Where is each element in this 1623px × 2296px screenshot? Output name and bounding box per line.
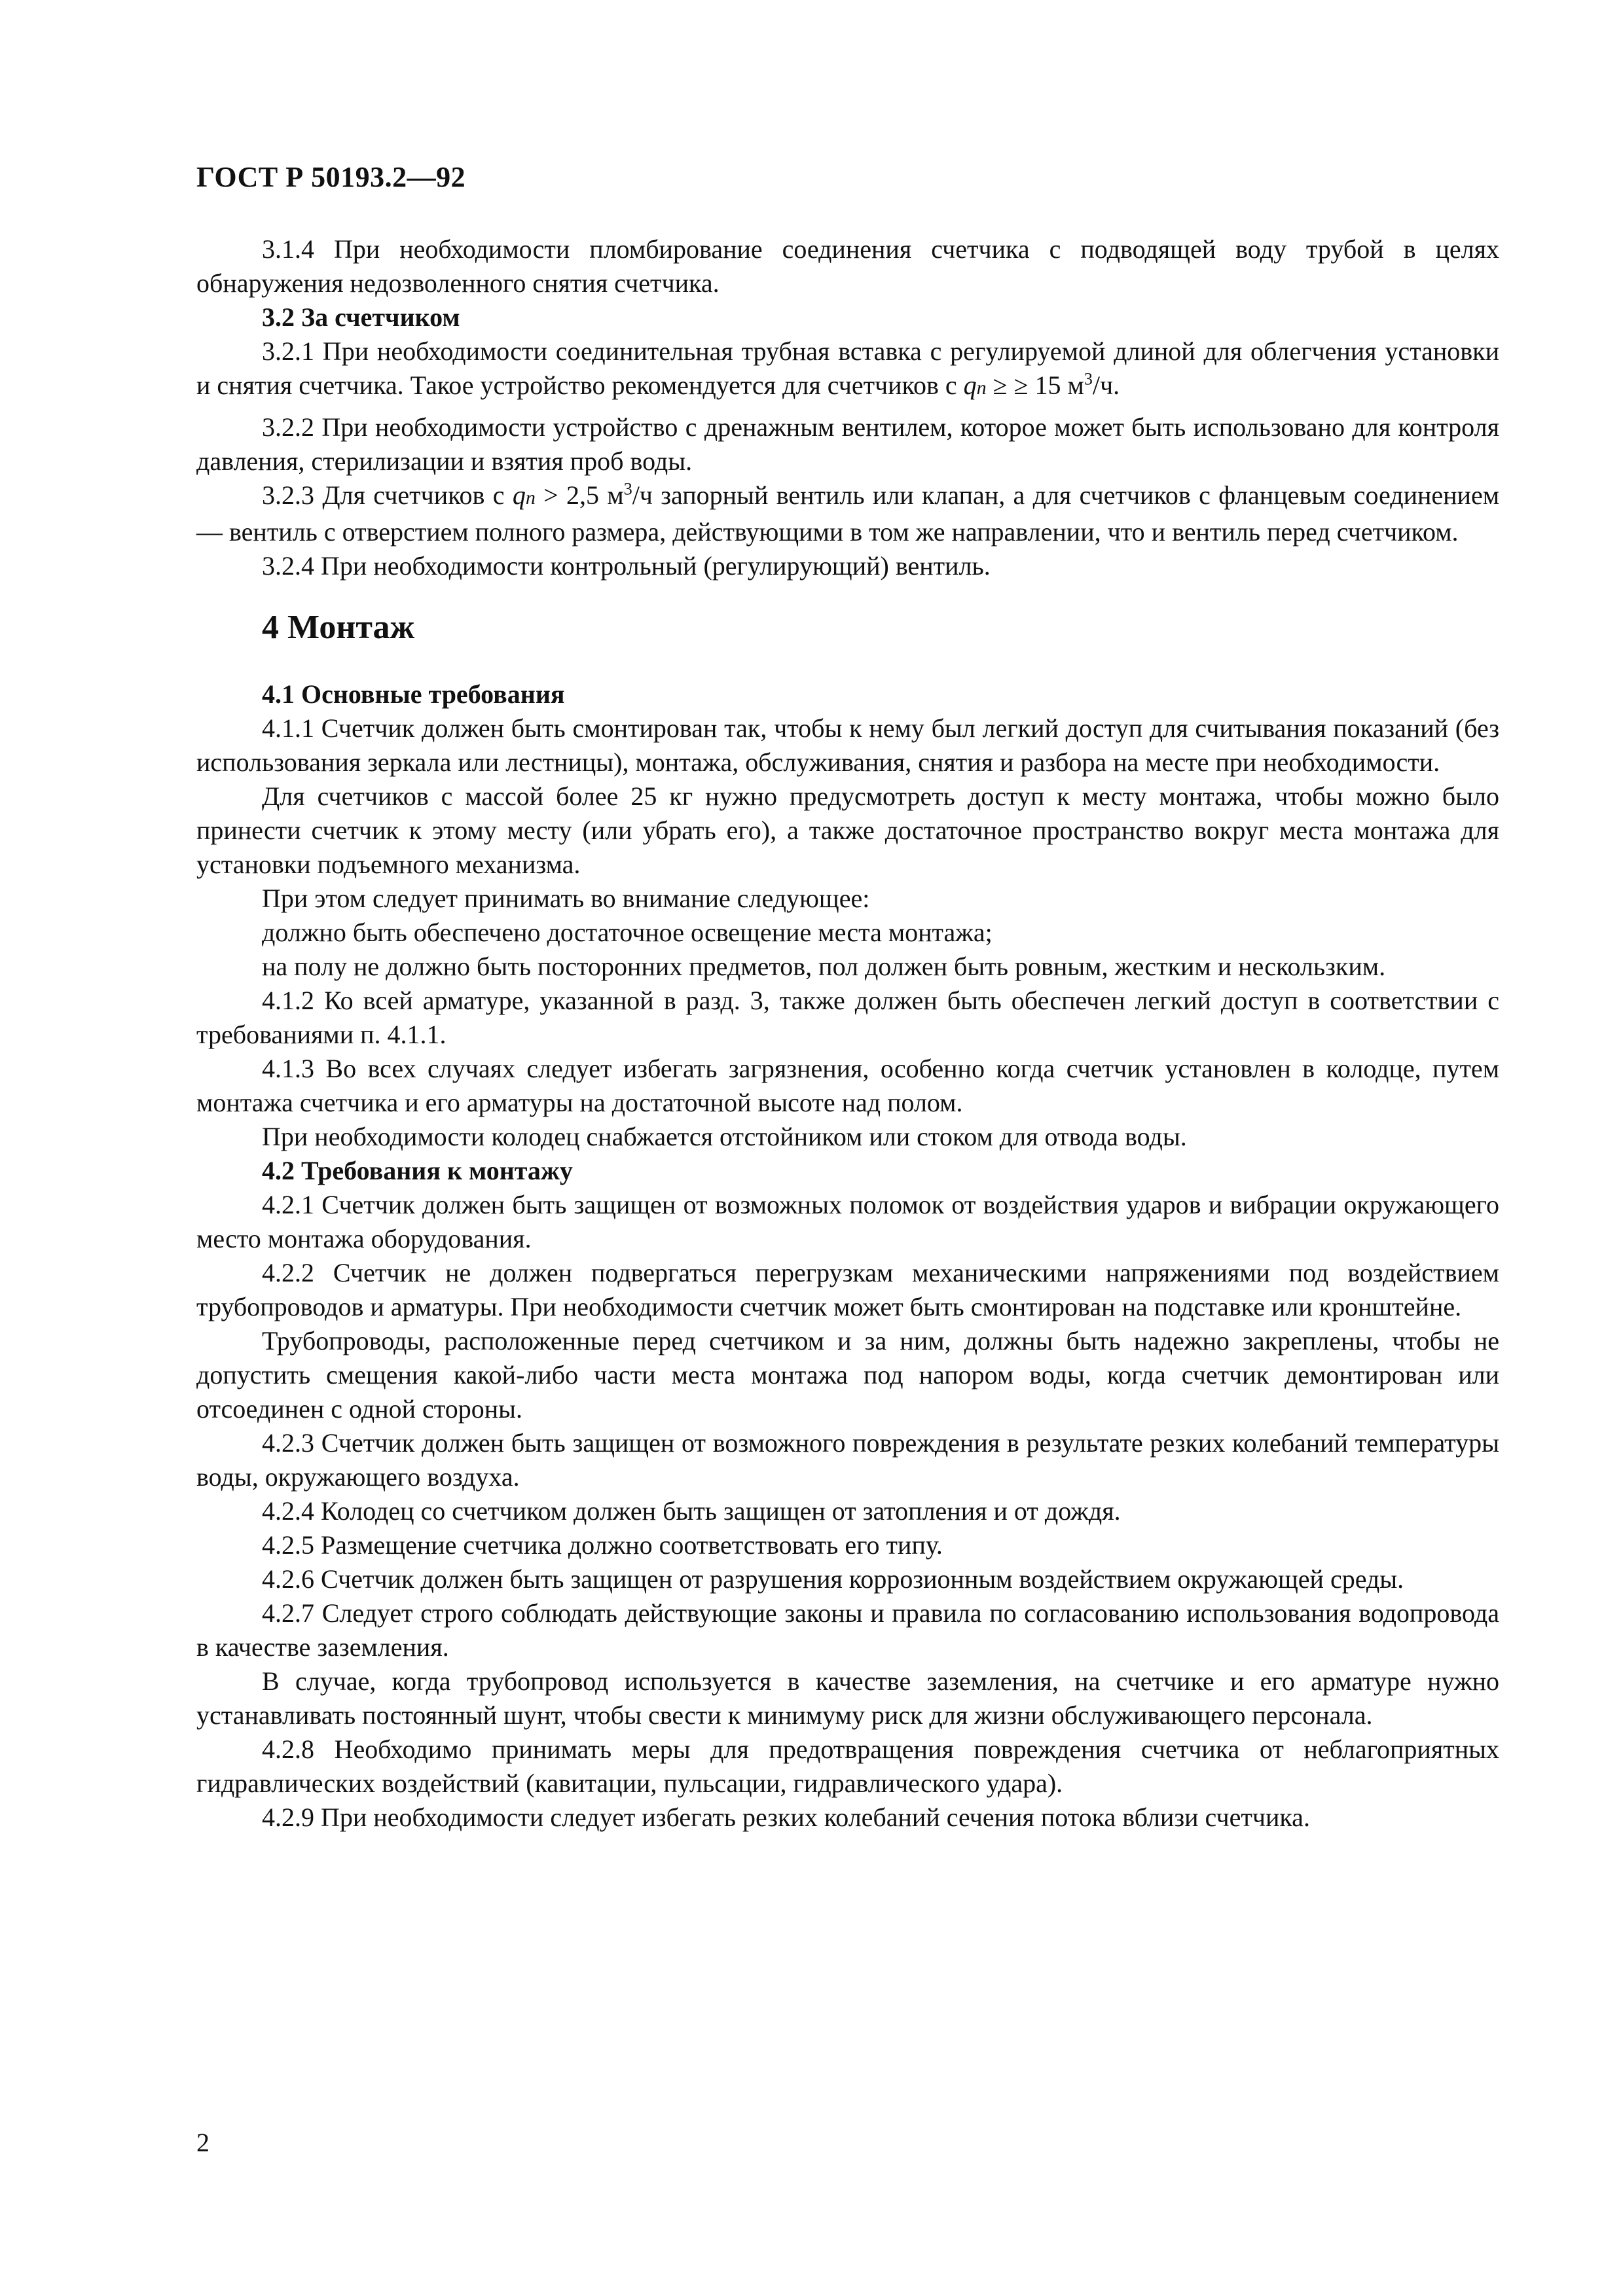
clause-4-2-7: 4.2.7 Следует строго соблюдать действующие законы и правила по согласованию использования водопровода в качестве заземления. — [196, 1598, 1499, 1662]
flow-symbol-n: n — [976, 377, 987, 399]
clause-3-2-3-text-c: /ч запорный вентиль или клапан, а для счетчиков с фланцевым соединением — вентиль с отверстием полного размера, действующими в том же направлении, что и вентиль перед счетчиком. — [196, 480, 1500, 547]
list-item: должно быть обеспечено достаточное освещение места монтажа; — [262, 918, 993, 947]
clause-4-2-1: 4.2.1 Счетчик должен быть защищен от возможных поломок от воздействия ударов и вибрации окружающего место монтажа оборудования. — [196, 1190, 1499, 1253]
clause-3-2-3-text-a: 3.2.3 Для счетчиков с — [262, 480, 513, 510]
clause-4-2-3: 4.2.3 Счетчик должен быть защищен от возможного повреждения в результате резких колебаний температуры воды, окружающего воздуха. — [196, 1428, 1499, 1492]
clause-3-2-2: 3.2.2 При необходимости устройство с дренажным вентилем, которое может быть использовано для контроля давления, стерилизации и взятия проб воды. — [196, 412, 1499, 476]
clause-4-2-6: 4.2.6 Счетчик должен быть защищен от разрушения коррозионным воздействием окружающей среды. — [262, 1564, 1404, 1594]
flow-symbol-q: q — [512, 480, 526, 510]
flow-symbol-n: n — [525, 487, 536, 509]
clause-4-1-3: 4.1.3 Во всех случаях следует избегать загрязнения, особенно когда счетчик установлен в колодце, путем монтажа счетчика и его арматуры на достаточной высоте над полом. — [196, 1054, 1499, 1117]
clause-4-2-5: 4.2.5 Размещение счетчика должно соответствовать его типу. — [262, 1530, 943, 1560]
clause-4-2-8: 4.2.8 Необходимо принимать меры для предотвращения повреждения счетчика от неблагоприятных гидравлических воздействий (кавитации, пульсации, гидравлического удара). — [196, 1734, 1499, 1798]
flow-symbol-q: q — [963, 370, 977, 400]
clause-4-1-1-paragraph-3: При этом следует принимать во внимание следующее: — [262, 884, 870, 913]
clause-3-2-4: 3.2.4 При необходимости контрольный (регулирующий) вентиль. — [262, 551, 991, 581]
subsection-4-1-heading: 4.1 Основные требования — [262, 679, 565, 709]
list-item: на полу не должно быть посторонних предметов, пол должен быть ровным, жестким и нескользким. — [262, 952, 1386, 981]
clause-3-2-1-text-a: 3.2.1 При необходимости соединительная трубная вставка с регулируемой длиной для облегчения установки и снятия счетчика. Такое устройство рекомендуется для счетчиков с — [196, 336, 1499, 400]
subsection-3-2-heading: 3.2 За счетчиком — [262, 302, 460, 332]
clause-3-2-3 — [196, 478, 1499, 549]
superscript-3: 3 — [1084, 369, 1093, 389]
clause-4-2-2: 4.2.2 Счетчик не должен подвергаться перегрузкам механическими напряжениями под воздействием трубопроводов и арматуры. При необходимости счетчик может быть смонтирован на подставке или кронштейне. — [196, 1258, 1499, 1321]
clause-4-1-3-paragraph-2: При необходимости колодец снабжается отстойником или стоком для отвода воды. — [262, 1122, 1187, 1151]
clause-3-2-3-text-b: > 2,5 м — [535, 480, 624, 510]
clause-4-1-1-paragraph-2: Для счетчиков с массой более 25 кг нужно предусмотреть доступ к месту монтажа, чтобы можно было принести счетчик к этому месту (или убрать его), а также достаточное пространство вокруг места монтажа для установки подъемного механизма. — [196, 781, 1499, 879]
clause-3-2-1-text-c: /ч. — [1092, 370, 1120, 400]
clause-4-1-2: 4.1.2 Ко всей арматуре, указанной в разд. 3, также должен быть обеспечен легкий доступ в соответствии с требованиями п. 4.1.1. — [196, 986, 1499, 1049]
page-number: 2 — [196, 2128, 210, 2157]
clause-4-2-7-paragraph-2: В случае, когда трубопровод используется в качестве заземления, на счетчике и его арматуре нужно устанавливать постоянный шунт, чтобы свести к минимуму риск для жизни обслуживающего персонала. — [196, 1666, 1499, 1730]
clause-3-1-4: 3.1.4 При необходимости пломбирование соединения счетчика с подводящей воду трубой в целях обнаружения недозволенного снятия счетчика. — [196, 234, 1499, 298]
document-header: ГОСТ Р 50193.2—92 — [196, 161, 466, 193]
section-4-heading: 4 Монтаж — [262, 609, 415, 646]
document-body — [196, 232, 1499, 1835]
superscript-3: 3 — [623, 479, 632, 499]
subsection-4-2-heading: 4.2 Требования к монтажу — [262, 1156, 573, 1185]
clause-3-2-1-text-b: ≥ ≥ 15 м — [986, 370, 1084, 400]
clause-4-2-9: 4.2.9 При необходимости следует избегать резких колебаний сечения потока вблизи счетчика. — [262, 1803, 1310, 1832]
clause-3-2-1 — [196, 334, 1499, 405]
clause-4-2-4: 4.2.4 Колодец со счетчиком должен быть защищен от затопления и от дождя. — [262, 1496, 1121, 1526]
clause-4-2-2-paragraph-2: Трубопроводы, расположенные перед счетчиком и за ним, должны быть надежно закреплены, чтобы не допустить смещения какой-либо части места монтажа под напором воды, когда счетчик демонтирован или отсоединен с одной стороны. — [196, 1326, 1499, 1424]
clause-4-1-1: 4.1.1 Счетчик должен быть смонтирован так, чтобы к нему был легкий доступ для считывания показаний (без использования зеркала или лестницы), монтажа, обслуживания, снятия и разбора на месте при необходимости. — [196, 713, 1499, 777]
